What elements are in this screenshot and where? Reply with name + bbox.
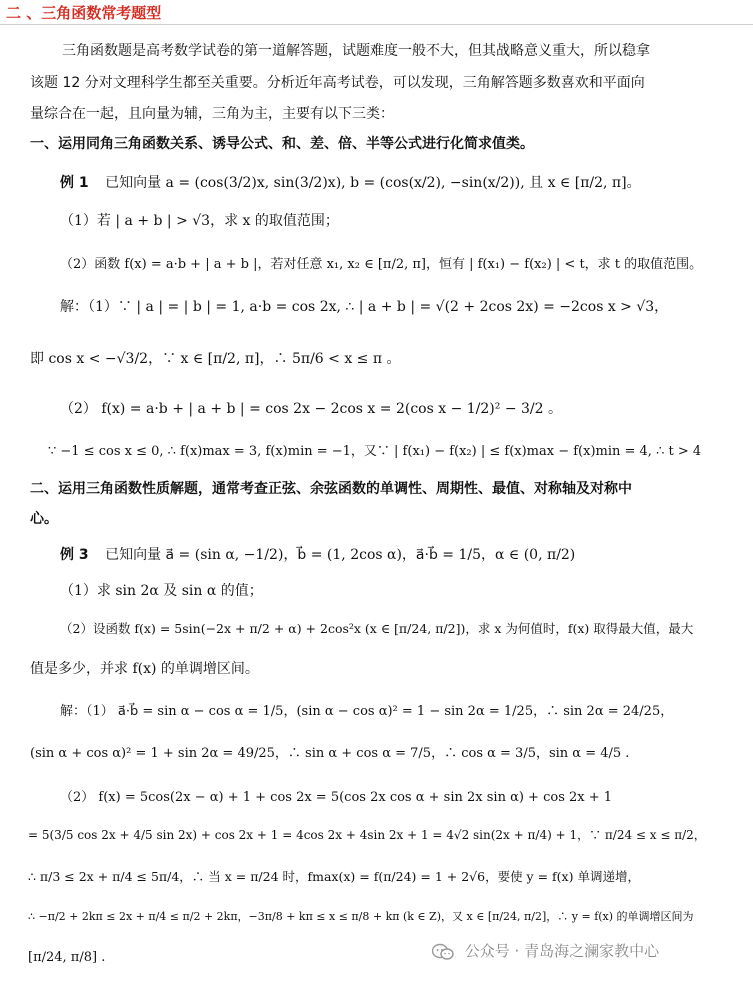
example-1-text: 已知向量 a = (cos(3/2)x, sin(3/2)x), b = (cos(x/2), −sin(x/2)), 且 x ∈ [π/2, π]。 xyxy=(105,175,641,191)
example-1-question-1: （1）若 | a + b | > √3，求 x 的取值范围； xyxy=(60,213,339,229)
example-3-solution-2a: （2） f(x) = 5cos(2x − α) + 1 + cos 2x = 5(cos 2x cos α + sin 2x sin α) + cos 2x + 1 xyxy=(60,790,613,805)
example-1-solution-4: ∵ −1 ≤ cos x ≤ 0, ∴ f(x)max = 3, f(x)min = −1，又∵ | f(x₁) − f(x₂) | ≤ f(x)max − f(x)min = 4, ∴ t > 4 xyxy=(48,444,702,459)
watermark-text: 公众号 · 青岛海之澜家教中心 xyxy=(464,942,660,960)
example-3-solution-2b: = 5(3/5 cos 2x + 4/5 sin 2x) + cos 2x + 1 = 4cos 2x + 4sin 2x + 1 = 4√2 sin(2x + π/4) + 1，∵ π/24 ≤ x ≤ π/2， xyxy=(28,828,706,842)
intro-line-3: 量综合在一起，且向量为辅，三角为主，主要有以下三类： xyxy=(30,106,394,122)
intro-line-2: 该题 12 分对文理科学生都至关重要。分析近年高考试卷，可以发现，三角解答题多数喜欢和平面向 xyxy=(30,75,645,91)
example-3-solution-1b: (sin α + cos α)² = 1 + sin 2α = 49/25，∴ sin α + cos α = 7/5，∴ cos α = 3/5，sin α = 4/5 . xyxy=(30,746,630,761)
example-1-solution-2: 即 cos x < −√3/2，∵ x ∈ [π/2, π]，∴ 5π/6 < x ≤ π 。 xyxy=(30,351,401,367)
intro-line-1: 三角函数题是高考数学试卷的第一道解答题，试题难度一般不大，但其战略意义重大，所以稳拿 xyxy=(62,43,650,59)
example-3-solution-2d: ∴ −π/2 + 2kπ ≤ 2x + π/4 ≤ π/2 + 2kπ，−3π/8 + kπ ≤ x ≤ π/8 + kπ (k ∈ Z)，又 x ∈ [π/24, π/2]，∴ y = f(x) 的单调增区间为 xyxy=(28,910,694,923)
example-3-solution-1a: 解：（1） a⃗·b⃗ = sin α − cos α = 1/5，(sin α − cos α)² = 1 − sin 2α = 1/25，∴ sin 2α = 24/25， xyxy=(60,704,674,719)
example-3-question-2a: （2）设函数 f(x) = 5sin(−2x + π/2 + α) + 2cos²x (x ∈ [π/24, π/2])，求 x 为何值时，f(x) 取得最大值，最大 xyxy=(60,621,694,636)
example-3-solution-2c: ∴ π/3 ≤ 2x + π/4 ≤ 5π/4，∴ 当 x = π/24 时，fmax(x) = f(π/24) = 1 + 2√6，要使 y = f(x) 单调递增， xyxy=(28,869,640,884)
section-heading-2-line-2: 心。 xyxy=(30,511,58,527)
example-3-solution-2e: [π/24, π/8] . xyxy=(28,950,106,965)
section-heading-1: 一、运用同角三角函数关系、诱导公式、和、差、倍、半等公式进行化简求值类。 xyxy=(30,136,534,152)
example-3-label: 例 3 xyxy=(60,547,89,563)
wechat-icon xyxy=(432,943,454,961)
watermark xyxy=(432,940,659,961)
page-title: 二 、三角函数常考题型 xyxy=(6,4,162,22)
example-3-question-2b: 值是多少，并求 f(x) 的单调增区间。 xyxy=(30,661,259,677)
example-3-statement xyxy=(60,544,575,564)
section-heading-2-line-1: 二、运用三角函数性质解题，通常考查正弦、余弦函数的单调性、周期性、最值、对称轴及对称中 xyxy=(30,481,632,497)
example-1-question-2: （2）函数 f(x) = a·b + | a + b |，若对任意 x₁, x₂ ∈ [π/2, π]，恒有 | f(x₁) − f(x₂) | < t，求 t 的取值范围。 xyxy=(60,257,703,272)
example-3-question-1: （1）求 sin 2α 及 sin α 的值； xyxy=(60,583,263,599)
example-1-solution-3: （2） f(x) = a·b + | a + b | = cos 2x − 2cos x = 2(cos x − 1/2)² − 3/2 。 xyxy=(60,401,562,417)
example-1-statement xyxy=(60,172,641,192)
example-1-solution-1: 解：（1）∵ | a | = | b | = 1, a·b = cos 2x, ∴ | a + b | = √(2 + 2cos 2x) = −2cos x > √3， xyxy=(60,299,669,315)
example-3-text: 已知向量 a⃗ = (sin α, −1/2)，b⃗ = (1, 2cos α)，a⃗·b⃗ = 1/5，α ∈ (0, π/2) xyxy=(105,547,576,563)
example-1-label: 例 1 xyxy=(60,175,89,191)
title-divider xyxy=(0,24,753,25)
